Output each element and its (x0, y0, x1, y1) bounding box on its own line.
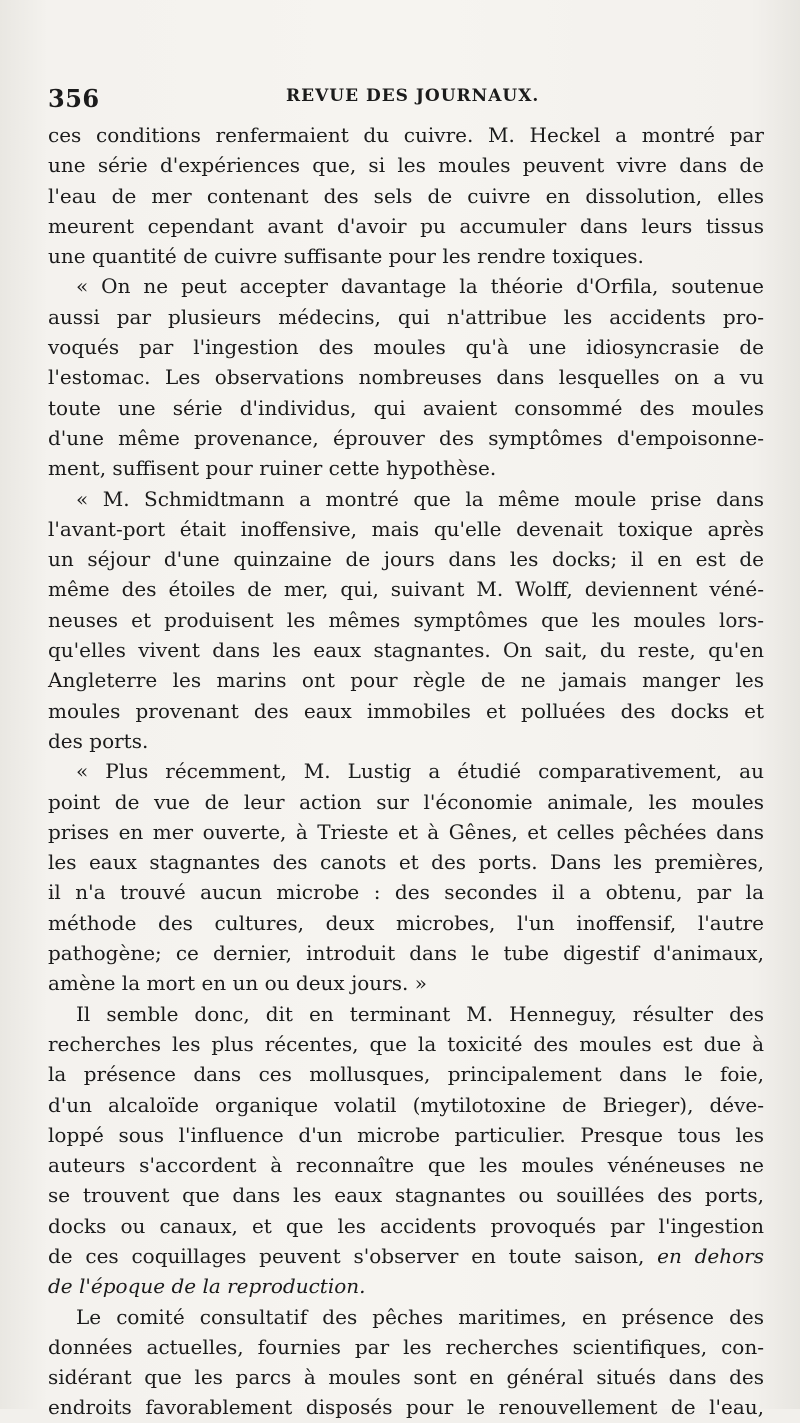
text-line: une quantité de cuivre suffisante pour les rendre toxiques. (48, 244, 644, 269)
text-line: meurent cependant avant d'avoir pu accumuler dans leurs tissus (48, 213, 764, 238)
text-line: neuses et produisent les mêmes symptômes que les moules lors- (48, 607, 764, 632)
italic-segment: de l'époque de la reproduction. (48, 1274, 366, 1299)
text-line: pathogène; ce dernier, introduit dans le tube digestif d'animaux, (48, 941, 764, 966)
text-line: toute une série d'individus, qui avaient consommé des moules (48, 395, 764, 420)
text-line: amène la mort en un ou deux jours. » (48, 971, 427, 996)
text-line-italic (48, 1271, 764, 1301)
text-segment: de ces coquillages peuvent s'observer en toute saison, (48, 1243, 658, 1268)
page-header (48, 78, 760, 118)
text-line: une série d'expériences que, si les moules peuvent vivre dans de (48, 153, 764, 178)
text-line: sidérant que les parcs à moules sont en général situés dans des (48, 1365, 764, 1390)
text-line: même des étoiles de mer, qui, suivant M. Wolff, deviennent véné- (48, 577, 764, 602)
text-line: loppé sous l'influence d'un microbe particulier. Presque tous les (48, 1122, 764, 1147)
text-line-with-italic (48, 1241, 764, 1271)
text-line: les eaux stagnantes des canots et des ports. Dans les premières, (48, 850, 764, 875)
text-line: moules provenant des eaux immobiles et polluées des docks et (48, 698, 764, 723)
text-line: « On ne peut accepter davantage la théorie d'Orfila, soutenue (76, 274, 764, 299)
text-line: point de vue de leur action sur l'économie animale, les moules (48, 789, 764, 814)
running-title: REVUE DES JOURNAUX. (286, 86, 540, 106)
text-line: la présence dans ces mollusques, principalement dans le foie, (48, 1062, 764, 1087)
text-line: l'estomac. Les observations nombreuses dans lesquelles on a vu (48, 365, 764, 390)
body-text (48, 120, 764, 1423)
text-line: données actuelles, fournies par les recherches scientifiques, con- (48, 1334, 764, 1359)
text-line: l'avant-port était inoffensive, mais qu'elle devenait toxique après (48, 516, 764, 541)
italic-segment: en dehors (657, 1243, 764, 1268)
text-line: ces conditions renfermaient du cuivre. M. Heckel a montré par (48, 123, 764, 147)
text-line: auteurs s'accordent à reconnaître que les moules vénéneuses ne (48, 1153, 764, 1178)
text-line: Il semble donc, dit en terminant M. Henneguy, résulter des (76, 1001, 764, 1026)
text-line: il n'a trouvé aucun microbe : des secondes il a obtenu, par la (48, 880, 764, 905)
text-line: d'une même provenance, éprouver des symptômes d'empoisonne- (48, 425, 764, 450)
text-line: docks ou canaux, et que les accidents provoqués par l'ingestion (48, 1213, 764, 1238)
text-line: se trouvent que dans les eaux stagnantes ou souillées des ports, (48, 1183, 764, 1208)
text-line: méthode des cultures, deux microbes, l'un inoffensif, l'autre (48, 910, 764, 935)
text-line: des ports. (48, 728, 149, 753)
text-line: endroits favorablement disposés pour le renouvellement de l'eau, (48, 1395, 764, 1420)
text-line: Angleterre les marins ont pour règle de ne jamais manger les (48, 668, 764, 693)
text-line: « Plus récemment, M. Lustig a étudié comparativement, au (76, 759, 764, 784)
text-line: voqués par l'ingestion des moules qu'à une idiosyncrasie de (48, 335, 764, 360)
page-number: 356 (48, 84, 100, 113)
text-line: un séjour d'une quinzaine de jours dans les docks; il en est de (48, 547, 764, 572)
text-line: « M. Schmidtmann a montré que la même moule prise dans (76, 486, 764, 511)
text-line: qu'elles vivent dans les eaux stagnantes. On sait, du reste, qu'en (48, 638, 764, 663)
text-line: ment, suffisent pour ruiner cette hypothèse. (48, 456, 497, 481)
text-line: recherches les plus récentes, que la toxicité des moules est due à (48, 1031, 764, 1056)
text-line: Le comité consultatif des pêches maritimes, en présence des (76, 1304, 764, 1329)
text-line: l'eau de mer contenant des sels de cuivre en dissolution, elles (48, 183, 764, 208)
text-line: d'un alcaloïde organique volatil (mytilotoxine de Brieger), déve- (48, 1092, 764, 1117)
text-line: aussi par plusieurs médecins, qui n'attribue les accidents pro- (48, 304, 764, 329)
text-line: prises en mer ouverte, à Trieste et à Gênes, et celles pêchées dans (48, 819, 764, 844)
